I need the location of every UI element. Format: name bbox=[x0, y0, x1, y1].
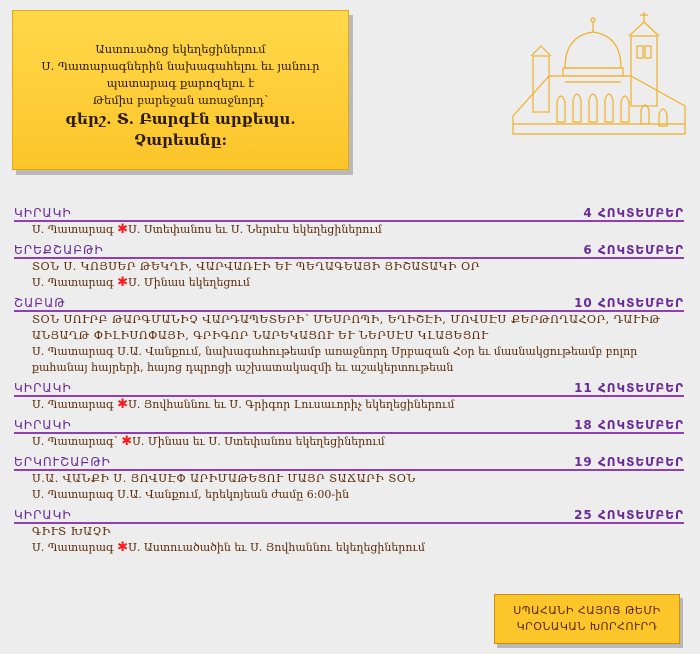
star-icon: ✱ bbox=[117, 275, 129, 290]
day-header bbox=[14, 293, 684, 312]
day-header bbox=[14, 452, 684, 471]
event-location: Ս. Ստեփանոս եւ Ս. Ներսէս եկեղեցիներում bbox=[128, 223, 382, 236]
footer-box bbox=[494, 594, 680, 644]
event-text: Ս. Պատարագ bbox=[32, 398, 114, 411]
day-date: 19 ՀՈԿՏԵՄԲԵՐ bbox=[574, 455, 684, 469]
day-header bbox=[14, 203, 684, 222]
day-date: 4 ՀՈԿՏԵՄԲԵՐ bbox=[583, 206, 684, 220]
event-location: Ս. Մինաս եկեղեցում bbox=[128, 276, 250, 289]
day-entry bbox=[14, 293, 684, 376]
feast-title: ՏՕՆ ՍՈՒՐԲ ԹԱՐԳՄԱՆԻՉ ՎԱՐԴԱՊԵՏԵՐԻ՝ ՄԵՍՐՈՊԻ, ԵՂԻՇԷԻ, ՄՈՎՍԷՍ ՔԵՐԹՈՂԱՀՕՐ, ԴԱՒԻԹ ԱՆՅԱՂԹ ՓԻԼԻՍՈՓԱՅԻ, ԳՐԻԳՈՐ ՆԱՐԵԿԱՑՈՒ ԵՒ ՆԵՐՍԷՍ ԿԼԱՅԵՑՈՒ bbox=[32, 313, 661, 342]
header-line-4: Թեմիս բարեջան առաջնորդ՝ bbox=[92, 93, 269, 107]
footer-line-2: ԿՐՕՆԱԿԱՆ ԽՈՐՀՈՒՐԴ bbox=[516, 620, 658, 633]
event-text: Ս. Պատարագ՝ bbox=[32, 435, 118, 448]
event-item bbox=[14, 275, 684, 291]
event-item: Ս. Պատարագ Ս.Ա. Վանքում, երեկոյեան ժամը 6:00-ին bbox=[32, 488, 350, 501]
event-location: Ս. Աստուածածին եւ Ս. Յովհաննու եկեղեցիներում bbox=[128, 541, 425, 554]
day-name: ԿԻՐԱԿԻ bbox=[14, 206, 72, 220]
day-date: 18 ՀՈԿՏԵՄԲԵՐ bbox=[574, 418, 684, 432]
event-item bbox=[14, 434, 684, 450]
feast-title: ԳԻՒՏ ԽԱՉԻ bbox=[32, 525, 111, 538]
day-name: ՇԱԲԱԹ bbox=[14, 296, 66, 310]
day-header bbox=[14, 505, 684, 524]
event-schedule bbox=[14, 203, 684, 558]
feast-title: Ս.Ա. ՎԱՆՔԻ Ս. ՅՈՎՍԷՓ ԱՐԻՄԱԹԵՑՈՒ ՄԱՅՐ ՏԱՃԱՐԻ ՏՕՆ bbox=[32, 472, 416, 485]
day-header bbox=[14, 378, 684, 397]
star-icon: ✱ bbox=[117, 540, 129, 555]
event-text: Ս. Պատարագ bbox=[32, 223, 114, 236]
header-line-2: Ս. Պատարագներին նախագահելու եւ յանուր bbox=[41, 59, 320, 73]
event-text: Ս. Պատարագ bbox=[32, 276, 114, 289]
day-date: 10 ՀՈԿՏԵՄԲԵՐ bbox=[574, 296, 684, 310]
footer-line-1: ՍՊԱՀԱՆԻ ՀԱՅՈՑ ԹԵՄԻ bbox=[513, 604, 661, 617]
day-name: ԿԻՐԱԿԻ bbox=[14, 418, 72, 432]
event-location: Ս. Յովհաննու եւ Ս. Գրիգոր Լուսաւորիչ եկեղեցիներում bbox=[128, 398, 455, 411]
event-item bbox=[14, 540, 684, 556]
event-item bbox=[14, 397, 684, 413]
star-icon: ✱ bbox=[117, 222, 129, 237]
day-name: ԿԻՐԱԿԻ bbox=[14, 508, 72, 522]
day-entry bbox=[14, 505, 684, 556]
day-name: ԵՐԿՈՒՇԱԲԹԻ bbox=[14, 455, 111, 469]
header-archbishop-surname: Չարեանը: bbox=[133, 131, 228, 149]
header-line-3: պատարագ քարոզելու է bbox=[106, 76, 255, 90]
day-entry bbox=[14, 415, 684, 450]
header-line-1: Աստուածոց եկեղեցիներում bbox=[95, 42, 266, 56]
day-date: 25 ՀՈԿՏԵՄԲԵՐ bbox=[574, 508, 684, 522]
church-illustration bbox=[505, 6, 695, 146]
star-icon: ✱ bbox=[117, 397, 129, 412]
day-date: 11 ՀՈԿՏԵՄԲԵՐ bbox=[574, 381, 684, 395]
event-item bbox=[14, 222, 684, 238]
event-location: Ս. Մինաս եւ Ս. Ստեփանոս եկեղեցիներում bbox=[132, 435, 385, 448]
event-text: Ս. Պատարագ bbox=[32, 541, 114, 554]
header-archbishop-name: գերշ. Տ. Բարգէն արքեպս. bbox=[65, 110, 296, 128]
day-date: 6 ՀՈԿՏԵՄԲԵՐ bbox=[583, 243, 684, 257]
day-header bbox=[14, 415, 684, 434]
day-header bbox=[14, 240, 684, 259]
day-entry bbox=[14, 240, 684, 291]
day-name: ԿԻՐԱԿԻ bbox=[14, 381, 72, 395]
day-entry bbox=[14, 203, 684, 238]
feast-title: ՏՕՆ Ս. ԿՈՅՍԵՐ ԹԵԿՂԻ, ՎԱՐՎԱՌԷԻ ԵՒ ՊԵՂԱԳԵԱՅԻ ՅԻՇԱՏԱԿԻ ՕՐ bbox=[32, 260, 480, 273]
star-icon: ✱ bbox=[121, 434, 133, 449]
header-box bbox=[12, 10, 349, 170]
day-name: ԵՐԵՔՇԱԲԹԻ bbox=[14, 243, 104, 257]
day-entry bbox=[14, 452, 684, 503]
day-entry bbox=[14, 378, 684, 413]
event-item: Ս. Պատարագ Ս.Ա. Վանքում, նախագահութեամբ առաջնորդ Սրբազան Հօր եւ մասնակցութեամբ բոլոր քահանայ հայրերի, հայոց դպրոցի աշխատակազմի եւ աշակերտութեան bbox=[32, 345, 638, 374]
